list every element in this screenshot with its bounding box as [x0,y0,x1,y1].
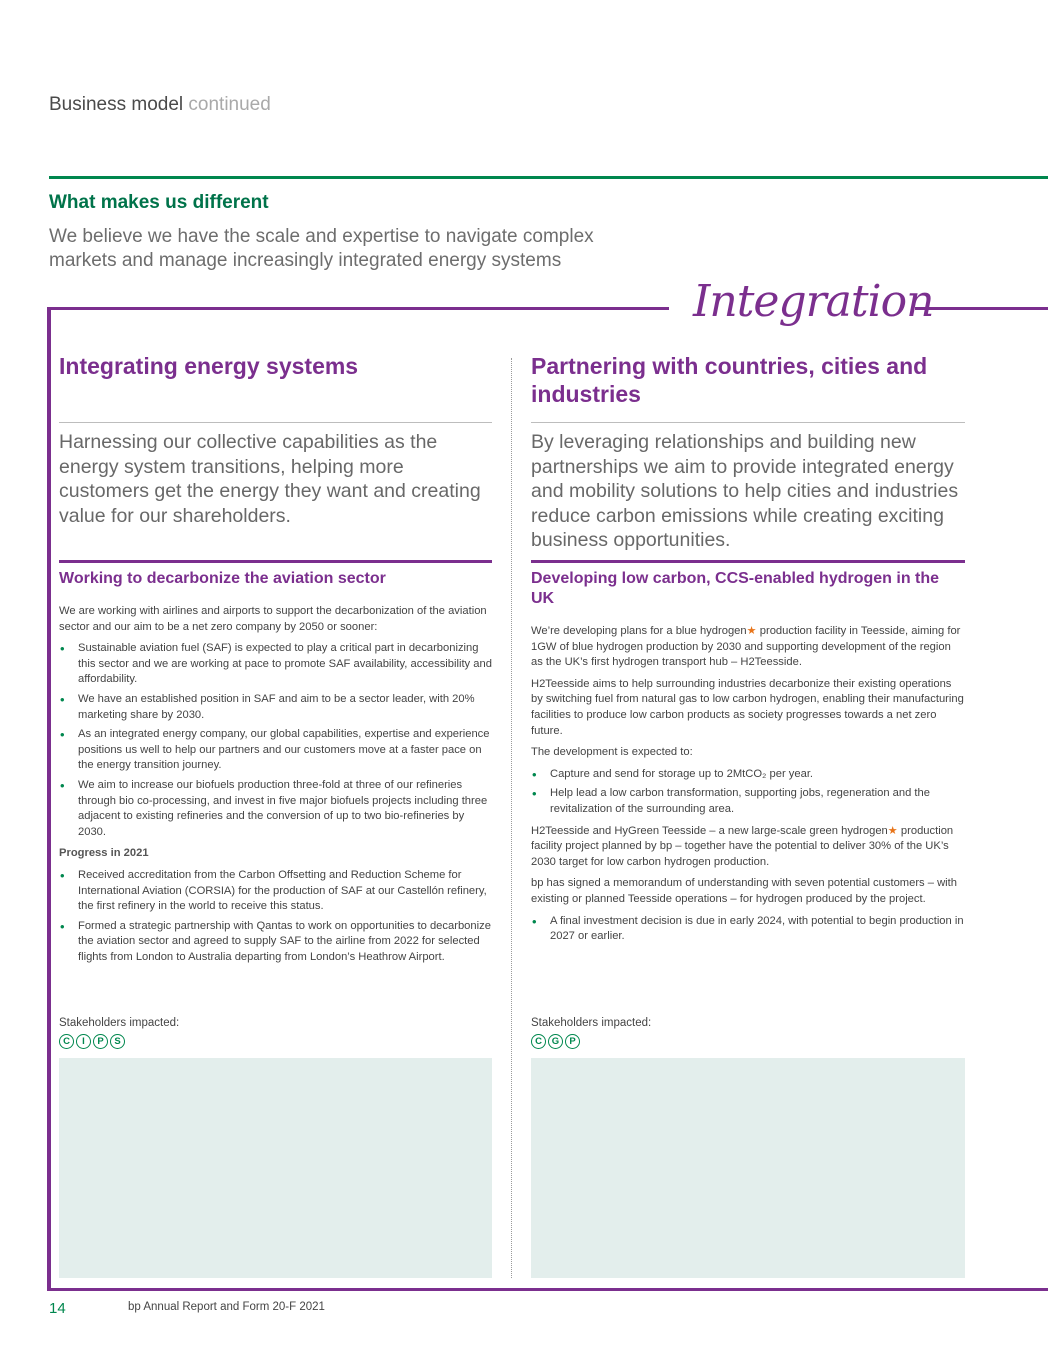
star-icon: ★ [746,625,757,637]
paragraph-text: H2Teesside and HyGreen Teesside – a new large-scale green hydrogen [531,824,888,837]
frame-left-border [47,307,51,1291]
left-block-rule [59,560,492,563]
stakeholder-badge-p: P [93,1034,108,1049]
page-number: 14 [49,1300,66,1317]
right-paragraph-3: The development is expected to: [531,746,693,759]
right-column-title: Partnering with countries, cities and industries [531,353,928,407]
right-intro: By leveraging relationships and building new partnerships we aim to provide integrated energy and mobility solutions to help cities and industries reduce carbon emissions while creating exciting business opportunities. [531,431,959,551]
stakeholder-badge-i: I [76,1034,91,1049]
list-item: • We have an established position in SAF and aim to be a sector leader, with 20% marketing share by 2030. [59,692,492,723]
top-divider [49,176,1048,179]
left-intro: Harnessing our collective capabilities as the energy system transitions, helping more customers get the energy they want and creating value for our shareholders. [59,431,481,527]
paragraph-text: production facility in Teesside, aiming for 1GW of blue hydrogen production by 2030 and supporting development of the region as the UK’s first hydrogen transport hub – H2Teesside. [531,625,961,669]
right-column [531,352,965,951]
list-item: • A final investment decision is due in early 2024, with potential to begin production in 2027 or earlier. [531,914,965,945]
progress-bullet-list [59,868,492,966]
left-title-rule [59,422,492,423]
integration-script-heading: Integration [693,276,934,327]
stakeholder-badge-c: C [59,1034,74,1049]
left-column-title: Integrating energy systems [59,353,359,379]
stakeholder-badge-p: P [565,1034,580,1049]
left-paragraph: We are working with airlines and airports to support the decarbonization of the aviation sector and our aim to be a net zero company by 2050 or sooner: [59,605,487,633]
list-item: • Received accreditation from the Carbon Offsetting and Reduction Scheme for International Aviation (CORSIA) for the production of SAF at our Castellón refinery, the first refinery in the world to receive this status. [59,868,492,915]
column-divider [511,358,512,1278]
left-column [59,352,492,971]
list-item: • We aim to increase our biofuels production three-fold at three of our refineries through bio co-processing, and invest in five major biofuels projects including three adjacent to existing refineries and the conversion of up to two bio-refineries by 2030. [59,778,492,840]
star-icon: ★ [887,824,898,837]
section-continued: continued [188,94,271,115]
section-heading [49,94,271,116]
list-item: • Formed a strategic partnership with Qantas to work on opportunities to decarbonize the aviation sector and agreed to supply SAF to the airline from 2022 for selected flights from London to Australia departing from London’s Heathrow Airport. [59,919,492,966]
intro-title: What makes us different [49,192,269,213]
frame-top-border [47,307,669,310]
frame-bottom-border [47,1288,1048,1291]
stakeholder-badge-g: G [548,1034,563,1049]
left-block-title: Working to decarbonize the aviation sector [59,570,386,587]
right-block-rule [531,560,965,563]
left-bullet-list [59,641,492,840]
left-stakeholders-label: Stakeholders impacted: [59,1017,180,1029]
paragraph-text: production facility project planned by bp – together have the potential to deliver 30% of the UK’s 2030 target for low carbon hydrogen production. [531,824,954,868]
left-body [59,604,492,965]
right-title-rule [531,422,965,423]
right-bullet-list-2 [531,914,965,945]
left-stakeholder-badges [59,1034,125,1049]
right-bullet-list [531,767,965,818]
stakeholder-badge-s: S [110,1034,125,1049]
right-block-title: Developing low carbon, CCS-enabled hydrogen in the UK [531,570,940,607]
right-paragraph-2: H2Teesside aims to help surrounding industries decarbonize their existing operations by switching fuel from natural gas to low carbon hydrogen, enabling their manufacturing facilities to produce low carbon products as society progresses towards a net zero future. [531,677,964,737]
right-paragraph-4 [531,824,965,871]
list-item: • Capture and send for storage up to 2MtCO₂ per year. [531,767,965,783]
list-item: • As an integrated energy company, our global capabilities, expertise and experience positions us well to help our partners and our customers move at a faster pace on the energy transition journey. [59,727,492,774]
left-image-placeholder [59,1058,492,1278]
list-item: • Sustainable aviation fuel (SAF) is expected to play a critical part in decarbonizing this sector and we are working at pace to promote SAF availability, accessibility and affordability. [59,641,492,688]
right-image-placeholder [531,1058,965,1278]
paragraph-text: We’re developing plans for a blue hydrogen [531,625,747,637]
right-paragraph-1 [531,624,965,671]
right-stakeholder-badges [531,1034,580,1049]
intro-subtitle: We believe we have the scale and expertise to navigate complex markets and manage increasingly integrated energy systems [49,226,594,271]
right-paragraph-5: bp has signed a memorandum of understanding with seven potential customers – with existing or planned Teesside operations – for hydrogen produced by the project. [531,877,957,905]
progress-label: Progress in 2021 [59,847,149,860]
list-item: • Help lead a low carbon transformation, supporting jobs, regeneration and the revitalization of the surrounding area. [531,786,965,817]
right-stakeholders-label: Stakeholders impacted: [531,1017,652,1029]
right-body [531,624,965,945]
stakeholder-badge-c: C [531,1034,546,1049]
footer-publication: bp Annual Report and Form 20-F 2021 [128,1301,325,1313]
frame-top-border-right [915,307,1048,310]
section-title: Business model [49,94,184,115]
